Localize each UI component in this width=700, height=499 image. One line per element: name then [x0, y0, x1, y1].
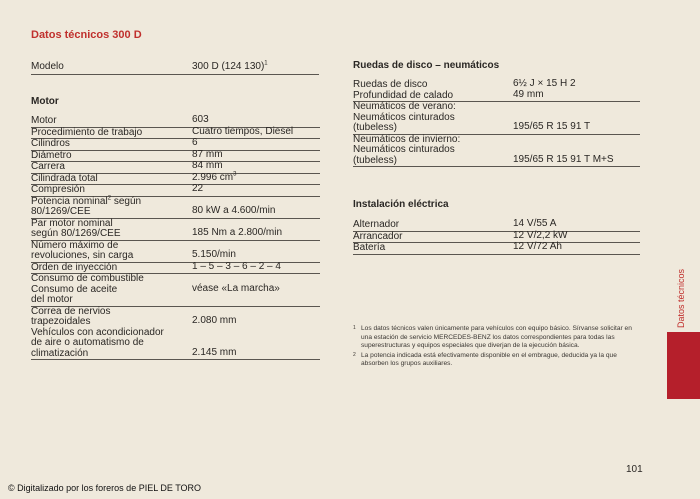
table-row: Carrera 84 mm: [31, 162, 320, 174]
table-row: Diámetro 87 mm: [31, 151, 320, 163]
table-row: Alternador 14 V/55 A: [353, 220, 640, 232]
footnote: 1 Los datos técnicos valen únicamente para vehículos con equipo básico. Sírvanse solicitar en una estación de servicio MERCEDES-BENZ los datos correspondientes para todas las superestructuras y equipos especiales que diverjan de la ejecución básica.: [353, 325, 632, 350]
electrica-table: [353, 220, 640, 255]
table-row: Compresión 22: [31, 185, 320, 197]
table-row: Par motor nominal según 80/1269/CEE 185 Nm a 2.800/min: [31, 219, 320, 241]
section-side-label: Datos técnicos: [676, 268, 686, 328]
table-row: Procedimiento de trabajo Cuatro tiempos, Diesel: [31, 128, 320, 140]
model-value: 300 D (124 130)$^1$: [192, 60, 268, 72]
page-number: 101: [626, 464, 643, 475]
table-row: Orden de inyección 1 – 5 – 3 – 6 – 2 – 4: [31, 263, 320, 275]
table-row: Profundidad de calado 49 mm: [353, 91, 640, 103]
page-title: Datos técnicos 300 D: [31, 29, 142, 41]
table-row: Cilindrada total 2.996 $cm^3$: [31, 174, 320, 186]
table-row: Potencia nominal$^2$ según 80/1269/CEE 80 kW a 4.600/min: [31, 197, 320, 219]
model-label: Modelo: [31, 61, 64, 72]
table-row: Consumo de combustible Consumo de aceite del motor véase «La marcha»: [31, 274, 320, 307]
footnote: 2 La potencia indicada está efectivamente disponible en el embrague, deducida ya la que absorben los grupos auxiliares.: [353, 351, 617, 368]
table-row: Arrancador 12 V/2,2 kW: [353, 232, 640, 244]
digitization-credit: © Digitalizado por los foreros de PIEL DE TORO: [8, 483, 202, 493]
table-row: Correa de nervios trapezoidales Vehículos con acondicionador de aire o automatismo de climatización 2.080 mm 2.145 mm: [31, 307, 320, 361]
ruedas-table: [353, 80, 640, 167]
model-row: [31, 60, 319, 75]
table-row: Neumáticos de invierno: Neumáticos cinturados (tubeless) 195/65 R 15 91 T M+S: [353, 135, 640, 168]
ruedas-heading: Ruedas de disco – neumáticos: [353, 60, 500, 71]
motor-table: [31, 116, 320, 360]
table-row: Cilindros 6: [31, 139, 320, 151]
table-row: Motor 603: [31, 116, 320, 128]
table-row: Número máximo de revoluciones, sin carga 5.150/min: [31, 241, 320, 263]
electrica-heading: Instalación eléctrica: [353, 199, 449, 210]
footnotes: [353, 325, 643, 370]
table-row: Batería 12 V/72 Ah: [353, 243, 640, 255]
table-row: Ruedas de disco 6½ J × 15 H 2: [353, 78, 576, 90]
motor-heading: Motor: [31, 96, 59, 107]
table-row: Neumáticos de verano: Neumáticos cinturados (tubeless) 195/65 R 15 91 T: [353, 102, 640, 135]
section-tab-marker: [667, 332, 700, 399]
